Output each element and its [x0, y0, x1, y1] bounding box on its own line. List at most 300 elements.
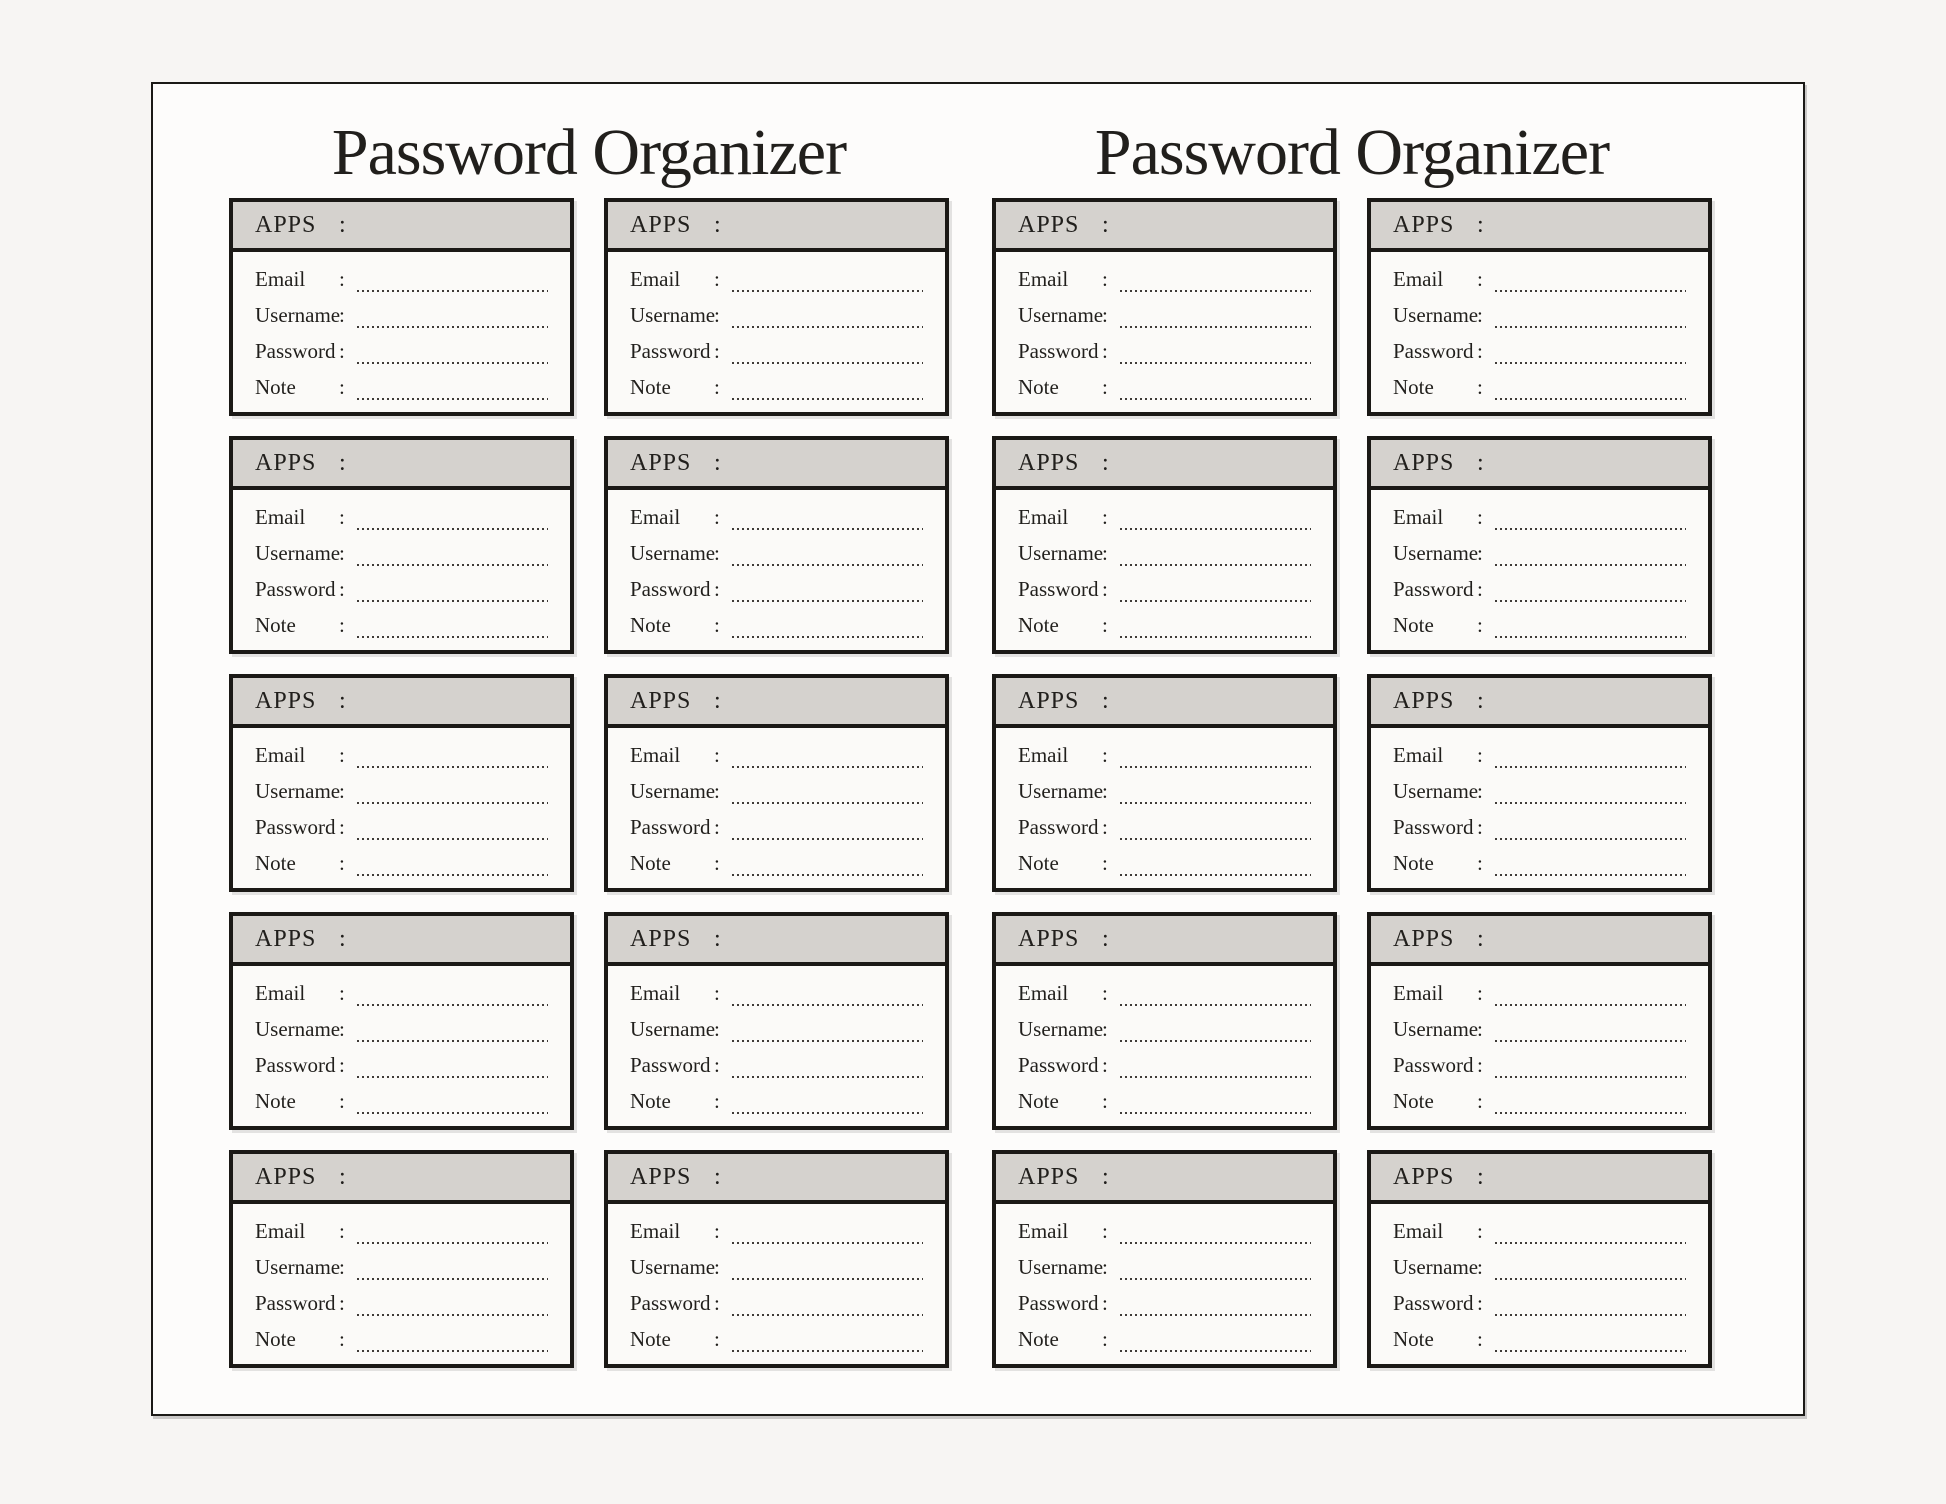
note-label: Note [255, 1088, 296, 1113]
note-entry-line[interactable] [1120, 1350, 1311, 1352]
email-entry-line[interactable] [1120, 528, 1311, 530]
note-colon: : [714, 374, 720, 399]
apps-entry-area[interactable] [1112, 1154, 1333, 1200]
apps-entry-area[interactable] [1112, 440, 1333, 486]
password-label: Password [1393, 576, 1474, 601]
card-header [996, 916, 1333, 966]
username-colon: : [339, 778, 345, 803]
username-entry-line[interactable] [357, 1040, 548, 1042]
apps-colon: : [1102, 1163, 1110, 1190]
apps-label: APPS [630, 925, 692, 952]
username-label: Username [255, 1254, 341, 1279]
password-entry-line[interactable] [1495, 1314, 1686, 1316]
note-colon: : [1102, 612, 1108, 637]
email-entry-line[interactable] [357, 1242, 548, 1244]
note-label: Note [1018, 1326, 1059, 1351]
username-colon: : [714, 540, 720, 565]
note-colon: : [339, 850, 345, 875]
field-row-email [1371, 975, 1708, 1011]
apps-label: APPS [1393, 211, 1455, 238]
password-entry-line[interactable] [732, 1314, 923, 1316]
apps-label: APPS [255, 1163, 317, 1190]
password-colon: : [714, 576, 720, 601]
note-label: Note [255, 374, 296, 399]
email-entry-line[interactable] [1495, 290, 1686, 292]
username-colon: : [714, 302, 720, 327]
apps-colon: : [1102, 925, 1110, 952]
email-entry-line[interactable] [1120, 1242, 1311, 1244]
field-row-note [608, 845, 945, 881]
username-entry-line[interactable] [1495, 564, 1686, 566]
apps-entry-area[interactable] [1112, 678, 1333, 724]
note-colon: : [1102, 850, 1108, 875]
username-label: Username [1393, 778, 1479, 803]
password-label: Password [255, 338, 336, 363]
email-colon: : [339, 1218, 345, 1243]
email-label: Email [630, 742, 681, 767]
password-entry-line[interactable] [1495, 362, 1686, 364]
password-card [1367, 198, 1712, 416]
field-row-password [996, 809, 1333, 845]
email-label: Email [630, 504, 681, 529]
note-label: Note [630, 374, 671, 399]
note-colon: : [714, 612, 720, 637]
apps-entry-area[interactable] [1487, 1154, 1708, 1200]
note-colon: : [1477, 850, 1483, 875]
note-entry-line[interactable] [1120, 874, 1311, 876]
email-entry-line[interactable] [357, 528, 548, 530]
note-entry-line[interactable] [732, 1350, 923, 1352]
field-row-email [1371, 499, 1708, 535]
card-body [233, 1204, 570, 1364]
password-card [1367, 674, 1712, 892]
username-entry-line[interactable] [732, 326, 923, 328]
note-colon: : [1477, 612, 1483, 637]
field-row-password [608, 1285, 945, 1321]
apps-entry-area[interactable] [1112, 202, 1333, 248]
apps-entry-area[interactable] [1487, 202, 1708, 248]
field-row-note [1371, 1321, 1708, 1357]
password-entry-line[interactable] [1120, 1076, 1311, 1078]
field-row-note [996, 1083, 1333, 1119]
card-header [608, 916, 945, 966]
password-entry-line[interactable] [357, 600, 548, 602]
password-card [229, 674, 574, 892]
field-row-password [996, 1047, 1333, 1083]
apps-colon: : [1102, 687, 1110, 714]
field-row-username [996, 1249, 1333, 1285]
email-colon: : [1477, 266, 1483, 291]
email-colon: : [339, 504, 345, 529]
username-label: Username [255, 778, 341, 803]
note-colon: : [1102, 1088, 1108, 1113]
email-colon: : [1477, 504, 1483, 529]
apps-entry-area[interactable] [349, 440, 570, 486]
password-entry-line[interactable] [1120, 1314, 1311, 1316]
password-colon: : [1477, 576, 1483, 601]
card-header [1371, 678, 1708, 728]
card-header [996, 678, 1333, 728]
username-entry-line[interactable] [1120, 564, 1311, 566]
note-entry-line[interactable] [357, 874, 548, 876]
field-row-email [996, 737, 1333, 773]
email-entry-line[interactable] [1495, 528, 1686, 530]
username-colon: : [1477, 1254, 1483, 1279]
username-label: Username [630, 778, 716, 803]
note-entry-line[interactable] [1495, 874, 1686, 876]
password-entry-line[interactable] [1120, 600, 1311, 602]
password-entry-line[interactable] [357, 1076, 548, 1078]
username-colon: : [339, 302, 345, 327]
email-label: Email [1393, 266, 1444, 291]
note-entry-line[interactable] [1120, 1112, 1311, 1114]
card-header [233, 202, 570, 252]
note-label: Note [630, 612, 671, 637]
card-body [233, 490, 570, 650]
apps-colon: : [1477, 1163, 1485, 1190]
note-label: Note [1393, 1088, 1434, 1113]
card-body [233, 966, 570, 1126]
password-entry-line[interactable] [1495, 1076, 1686, 1078]
email-label: Email [1018, 1218, 1069, 1243]
email-colon: : [1102, 742, 1108, 767]
apps-label: APPS [1393, 449, 1455, 476]
field-row-email [1371, 1213, 1708, 1249]
apps-entry-area[interactable] [1487, 916, 1708, 962]
password-entry-line[interactable] [732, 362, 923, 364]
note-colon: : [1102, 374, 1108, 399]
apps-entry-area[interactable] [1487, 678, 1708, 724]
card-body [233, 252, 570, 412]
note-entry-line[interactable] [732, 1112, 923, 1114]
apps-entry-area[interactable] [349, 916, 570, 962]
apps-label: APPS [1018, 925, 1080, 952]
apps-entry-area[interactable] [724, 202, 945, 248]
password-card [992, 436, 1337, 654]
apps-colon: : [1477, 449, 1485, 476]
note-label: Note [1393, 374, 1434, 399]
apps-entry-area[interactable] [724, 1154, 945, 1200]
note-entry-line[interactable] [1495, 1350, 1686, 1352]
field-row-note [608, 607, 945, 643]
email-label: Email [255, 504, 306, 529]
email-label: Email [1018, 504, 1069, 529]
username-entry-line[interactable] [732, 1278, 923, 1280]
username-label: Username [1393, 302, 1479, 327]
note-entry-line[interactable] [1495, 398, 1686, 400]
note-label: Note [630, 1088, 671, 1113]
field-row-email [233, 975, 570, 1011]
apps-label: APPS [1018, 211, 1080, 238]
email-label: Email [630, 1218, 681, 1243]
email-colon: : [714, 266, 720, 291]
password-entry-line[interactable] [732, 600, 923, 602]
username-colon: : [1102, 302, 1108, 327]
note-entry-line[interactable] [1495, 636, 1686, 638]
email-colon: : [1102, 266, 1108, 291]
apps-entry-area[interactable] [349, 678, 570, 724]
note-entry-line[interactable] [357, 1350, 548, 1352]
field-row-password [233, 571, 570, 607]
field-row-email [608, 737, 945, 773]
password-entry-line[interactable] [357, 362, 548, 364]
apps-entry-area[interactable] [349, 1154, 570, 1200]
field-row-username [1371, 535, 1708, 571]
field-row-username [1371, 773, 1708, 809]
note-colon: : [714, 850, 720, 875]
field-row-note [996, 369, 1333, 405]
username-label: Username [630, 1254, 716, 1279]
field-row-username [1371, 1011, 1708, 1047]
apps-colon: : [1477, 925, 1485, 952]
email-entry-line[interactable] [1120, 766, 1311, 768]
email-colon: : [1102, 504, 1108, 529]
note-entry-line[interactable] [732, 636, 923, 638]
apps-colon: : [339, 925, 347, 952]
card-body [996, 490, 1333, 650]
password-colon: : [339, 1290, 345, 1315]
password-card [229, 912, 574, 1130]
field-row-password [1371, 333, 1708, 369]
card-body [608, 966, 945, 1126]
username-colon: : [339, 540, 345, 565]
field-row-note [1371, 369, 1708, 405]
document-sheet [151, 82, 1805, 1416]
apps-colon: : [1102, 211, 1110, 238]
field-row-email [996, 975, 1333, 1011]
password-card [992, 674, 1337, 892]
email-entry-line[interactable] [357, 1004, 548, 1006]
password-card [604, 1150, 949, 1368]
username-label: Username [1018, 302, 1104, 327]
username-label: Username [255, 540, 341, 565]
password-card [604, 912, 949, 1130]
field-row-username [608, 535, 945, 571]
email-colon: : [714, 742, 720, 767]
password-card [229, 1150, 574, 1368]
card-header [233, 916, 570, 966]
field-row-password [996, 571, 1333, 607]
field-row-note [996, 607, 1333, 643]
note-entry-line[interactable] [732, 398, 923, 400]
username-colon: : [714, 1254, 720, 1279]
username-label: Username [1018, 540, 1104, 565]
note-entry-line[interactable] [1120, 636, 1311, 638]
password-label: Password [630, 338, 711, 363]
card-header [1371, 916, 1708, 966]
field-row-note [996, 1321, 1333, 1357]
password-colon: : [1102, 1290, 1108, 1315]
field-row-username [233, 1249, 570, 1285]
password-label: Password [1393, 1052, 1474, 1077]
password-entry-line[interactable] [732, 838, 923, 840]
password-colon: : [1102, 1052, 1108, 1077]
note-entry-line[interactable] [357, 636, 548, 638]
field-row-password [1371, 1285, 1708, 1321]
password-entry-line[interactable] [1120, 362, 1311, 364]
field-row-email [996, 1213, 1333, 1249]
note-label: Note [1018, 612, 1059, 637]
username-label: Username [1393, 1254, 1479, 1279]
email-entry-line[interactable] [1495, 766, 1686, 768]
note-entry-line[interactable] [357, 398, 548, 400]
username-entry-line[interactable] [357, 564, 548, 566]
password-label: Password [1393, 1290, 1474, 1315]
email-label: Email [1393, 504, 1444, 529]
password-colon: : [339, 814, 345, 839]
username-colon: : [714, 778, 720, 803]
username-colon: : [1102, 1254, 1108, 1279]
apps-colon: : [339, 449, 347, 476]
apps-entry-area[interactable] [724, 440, 945, 486]
apps-label: APPS [255, 687, 317, 714]
email-colon: : [1477, 742, 1483, 767]
field-row-note [1371, 607, 1708, 643]
password-colon: : [339, 1052, 345, 1077]
field-row-email [233, 1213, 570, 1249]
email-entry-line[interactable] [1495, 1242, 1686, 1244]
apps-colon: : [714, 925, 722, 952]
email-entry-line[interactable] [732, 1004, 923, 1006]
note-entry-line[interactable] [1120, 398, 1311, 400]
email-entry-line[interactable] [1120, 290, 1311, 292]
email-label: Email [1393, 1218, 1444, 1243]
password-entry-line[interactable] [357, 1314, 548, 1316]
field-row-note [233, 845, 570, 881]
username-entry-line[interactable] [732, 564, 923, 566]
password-colon: : [339, 576, 345, 601]
apps-colon: : [1477, 211, 1485, 238]
card-header [996, 440, 1333, 490]
page-title-right: Password Organizer [1094, 116, 1610, 189]
note-colon: : [339, 1088, 345, 1113]
password-entry-line[interactable] [1495, 600, 1686, 602]
card-body [608, 728, 945, 888]
password-card [1367, 912, 1712, 1130]
password-label: Password [1393, 814, 1474, 839]
username-entry-line[interactable] [357, 1278, 548, 1280]
field-row-note [233, 369, 570, 405]
note-label: Note [1018, 850, 1059, 875]
password-card [992, 912, 1337, 1130]
field-row-username [233, 297, 570, 333]
card-header [233, 440, 570, 490]
username-colon: : [1477, 778, 1483, 803]
note-entry-line[interactable] [1495, 1112, 1686, 1114]
apps-label: APPS [1393, 925, 1455, 952]
email-entry-line[interactable] [732, 528, 923, 530]
apps-entry-area[interactable] [724, 678, 945, 724]
field-row-note [1371, 845, 1708, 881]
card-header [233, 678, 570, 728]
email-entry-line[interactable] [732, 1242, 923, 1244]
password-card [229, 436, 574, 654]
email-entry-line[interactable] [1495, 1004, 1686, 1006]
apps-label: APPS [255, 211, 317, 238]
field-row-note [233, 1321, 570, 1357]
email-entry-line[interactable] [732, 290, 923, 292]
username-entry-line[interactable] [1120, 1040, 1311, 1042]
note-colon: : [339, 374, 345, 399]
username-entry-line[interactable] [1120, 326, 1311, 328]
email-entry-line[interactable] [732, 766, 923, 768]
card-body [608, 490, 945, 650]
username-colon: : [1102, 540, 1108, 565]
password-colon: : [1102, 814, 1108, 839]
apps-colon: : [1102, 449, 1110, 476]
username-colon: : [714, 1016, 720, 1041]
password-entry-line[interactable] [357, 838, 548, 840]
password-colon: : [714, 1290, 720, 1315]
field-row-note [608, 1321, 945, 1357]
field-row-username [996, 1011, 1333, 1047]
note-entry-line[interactable] [732, 874, 923, 876]
email-entry-line[interactable] [357, 290, 548, 292]
card-body [608, 252, 945, 412]
username-colon: : [1102, 1016, 1108, 1041]
username-label: Username [630, 540, 716, 565]
password-entry-line[interactable] [1120, 838, 1311, 840]
field-row-email [1371, 261, 1708, 297]
card-body [996, 728, 1333, 888]
apps-label: APPS [1018, 687, 1080, 714]
email-label: Email [255, 980, 306, 1005]
field-row-email [233, 261, 570, 297]
username-entry-line[interactable] [1495, 1040, 1686, 1042]
password-entry-line[interactable] [732, 1076, 923, 1078]
note-entry-line[interactable] [357, 1112, 548, 1114]
username-entry-line[interactable] [357, 326, 548, 328]
email-label: Email [630, 266, 681, 291]
apps-colon: : [339, 211, 347, 238]
field-row-username [608, 297, 945, 333]
password-card [604, 436, 949, 654]
apps-entry-area[interactable] [724, 916, 945, 962]
username-entry-line[interactable] [732, 1040, 923, 1042]
email-entry-line[interactable] [357, 766, 548, 768]
email-entry-line[interactable] [1120, 1004, 1311, 1006]
username-colon: : [339, 1254, 345, 1279]
username-label: Username [255, 1016, 341, 1041]
username-entry-line[interactable] [357, 802, 548, 804]
username-entry-line[interactable] [1120, 1278, 1311, 1280]
username-label: Username [1393, 540, 1479, 565]
card-body [996, 1204, 1333, 1364]
field-row-email [608, 975, 945, 1011]
email-colon: : [339, 742, 345, 767]
apps-entry-area[interactable] [1112, 916, 1333, 962]
card-header [1371, 1154, 1708, 1204]
apps-entry-area[interactable] [349, 202, 570, 248]
username-entry-line[interactable] [732, 802, 923, 804]
note-colon: : [339, 612, 345, 637]
apps-entry-area[interactable] [1487, 440, 1708, 486]
username-entry-line[interactable] [1495, 326, 1686, 328]
card-body [608, 1204, 945, 1364]
username-entry-line[interactable] [1120, 802, 1311, 804]
password-label: Password [255, 1290, 336, 1315]
password-entry-line[interactable] [1495, 838, 1686, 840]
note-colon: : [339, 1326, 345, 1351]
note-label: Note [630, 1326, 671, 1351]
username-entry-line[interactable] [1495, 802, 1686, 804]
email-label: Email [1018, 742, 1069, 767]
note-colon: : [1102, 1326, 1108, 1351]
field-row-email [608, 1213, 945, 1249]
username-entry-line[interactable] [1495, 1278, 1686, 1280]
password-card [992, 1150, 1337, 1368]
field-row-password [1371, 809, 1708, 845]
